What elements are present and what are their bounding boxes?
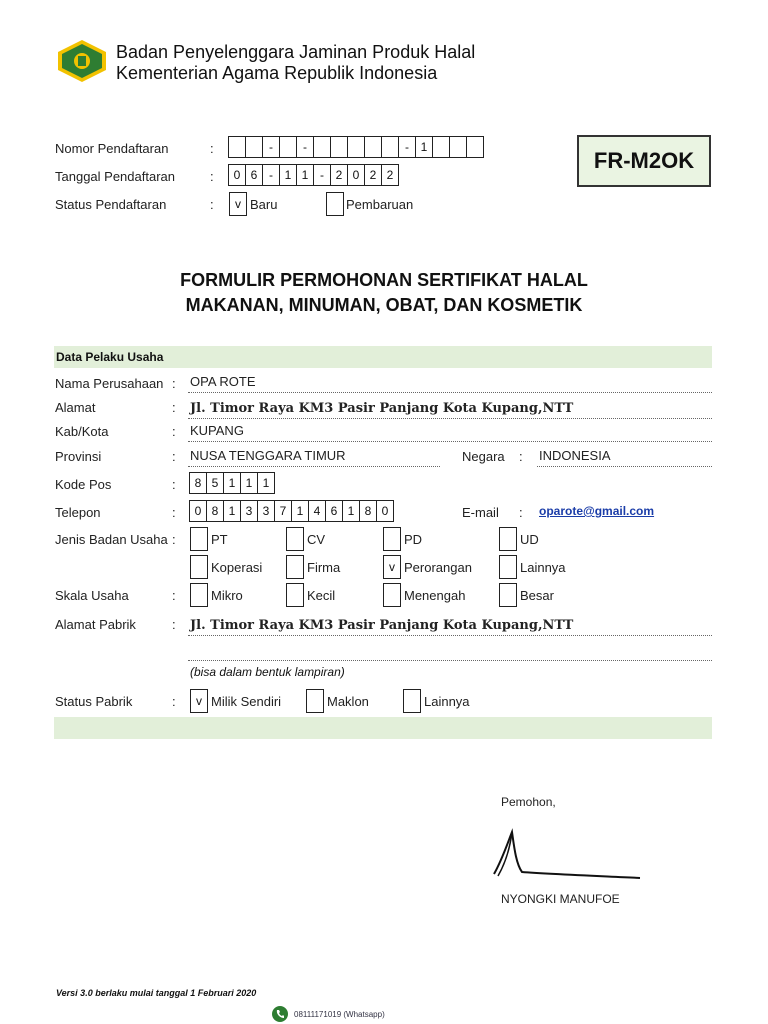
nama-perusahaan-label: Nama Perusahaan	[55, 376, 164, 391]
kemenag-logo	[56, 38, 108, 84]
jenis-pd-checkbox[interactable]	[383, 527, 401, 551]
kab-kota-value: KUPANG	[190, 423, 244, 438]
nomor-pendaftaran-cell[interactable]	[347, 136, 365, 158]
negara-value: INDONESIA	[539, 448, 611, 463]
whatsapp-number: 08111171019 (Whatsapp)	[294, 1010, 385, 1019]
telepon-cell[interactable]: 7	[274, 500, 292, 522]
kode-pos-cell[interactable]: 1	[240, 472, 258, 494]
nama-perusahaan-field[interactable]	[188, 374, 712, 393]
form-code-box: FR-M2OK	[577, 135, 711, 187]
skala-besar-checkbox[interactable]	[499, 583, 517, 607]
kab-kota-label: Kab/Kota	[55, 424, 109, 439]
provinsi-value: NUSA TENGGARA TIMUR	[190, 448, 346, 463]
telepon-cell[interactable]: 6	[325, 500, 343, 522]
email-label: E-mail	[462, 505, 499, 520]
colon: :	[172, 477, 176, 492]
jenis-perorangan-label: Perorangan	[404, 560, 472, 575]
colon: :	[172, 400, 176, 415]
status-pembaruan-label: Pembaruan	[346, 197, 414, 212]
kode-pos-label: Kode Pos	[55, 477, 112, 492]
status-pabrik-maklon-label: Maklon	[327, 694, 369, 709]
nomor-pendaftaran-cells[interactable]	[229, 136, 484, 158]
telepon-cell[interactable]: 0	[376, 500, 394, 522]
colon: :	[172, 694, 176, 709]
signature-image	[488, 826, 648, 882]
colon: :	[519, 505, 523, 520]
jenis-cv-label: CV	[307, 532, 326, 547]
skala-kecil-label: Kecil	[307, 588, 336, 603]
tanggal-pendaftaran-cell[interactable]: -	[262, 164, 280, 186]
tanggal-pendaftaran-cell[interactable]: 2	[330, 164, 348, 186]
email-link[interactable]: oparote@gmail.com	[539, 504, 655, 518]
form-title-line2: MAKANAN, MINUMAN, OBAT, DAN KOSMETIK	[185, 295, 583, 315]
jenis-pd-label: PD	[404, 532, 423, 547]
alamat-field[interactable]	[188, 400, 712, 419]
status-pendaftaran-label: Status Pendaftaran	[55, 197, 167, 212]
section-title: Data Pelaku Usaha	[56, 350, 164, 364]
skala-kecil-checkbox[interactable]	[286, 583, 304, 607]
kode-pos-cells[interactable]	[190, 472, 275, 494]
nomor-pendaftaran-cell[interactable]	[279, 136, 297, 158]
jenis-pt-checkbox[interactable]	[190, 527, 208, 551]
kode-pos-cell[interactable]: 1	[257, 472, 275, 494]
status-pabrik-milik-sendiri-checkbox[interactable]: v	[190, 689, 208, 713]
tanggal-pendaftaran-cell[interactable]: 6	[245, 164, 263, 186]
telepon-label: Telepon	[55, 505, 101, 520]
kode-pos-cell[interactable]: 8	[189, 472, 207, 494]
skala-usaha-label: Skala Usaha	[55, 588, 129, 603]
jenis-lainnya-checkbox[interactable]	[499, 555, 517, 579]
provinsi-field[interactable]	[188, 448, 440, 467]
colon: :	[172, 505, 176, 520]
colon: :	[210, 197, 214, 212]
header-line1: Badan Penyelenggara Jaminan Produk Halal	[116, 42, 476, 62]
jenis-lainnya-label: Lainnya	[520, 560, 566, 575]
jenis-koperasi-label: Koperasi	[211, 560, 263, 575]
status-pembaruan-checkbox[interactable]	[326, 192, 344, 216]
negara-label: Negara	[462, 449, 505, 464]
tanggal-pendaftaran-cell[interactable]: 2	[364, 164, 382, 186]
nomor-pendaftaran-cell[interactable]	[449, 136, 467, 158]
jenis-koperasi-checkbox[interactable]	[190, 555, 208, 579]
tanggal-pendaftaran-cell[interactable]: 1	[296, 164, 314, 186]
telepon-cell[interactable]: 8	[359, 500, 377, 522]
status-baru-checkbox[interactable]: v	[229, 192, 247, 216]
nomor-pendaftaran-cell[interactable]	[432, 136, 450, 158]
whatsapp-icon	[272, 1006, 288, 1022]
skala-menengah-label: Menengah	[404, 588, 466, 603]
provinsi-label: Provinsi	[55, 449, 102, 464]
telepon-cell[interactable]: 8	[206, 500, 224, 522]
telepon-cell[interactable]: 3	[257, 500, 275, 522]
skala-besar-label: Besar	[520, 588, 554, 603]
alamat-pabrik-field-line2[interactable]	[188, 642, 712, 661]
status-pabrik-lainnya-checkbox[interactable]	[403, 689, 421, 713]
nomor-pendaftaran-cell[interactable]	[364, 136, 382, 158]
colon: :	[172, 376, 176, 391]
colon: :	[210, 169, 214, 184]
header-line2: Kementerian Agama Republik Indonesia	[116, 63, 438, 83]
colon: :	[172, 532, 176, 547]
colon: :	[172, 424, 176, 439]
status-pabrik-milik-sendiri-label: Milik Sendiri	[211, 694, 282, 709]
nomor-pendaftaran-cell[interactable]: -	[296, 136, 314, 158]
nomor-pendaftaran-cell[interactable]	[245, 136, 263, 158]
nomor-pendaftaran-label: Nomor Pendaftaran	[55, 141, 169, 156]
tanggal-pendaftaran-cells[interactable]	[229, 164, 399, 186]
nomor-pendaftaran-cell[interactable]	[466, 136, 484, 158]
status-pabrik-lainnya-label: Lainnya	[424, 694, 470, 709]
pemohon-label: Pemohon,	[501, 795, 556, 809]
skala-menengah-checkbox[interactable]	[383, 583, 401, 607]
skala-mikro-checkbox[interactable]	[190, 583, 208, 607]
jenis-firma-label: Firma	[307, 560, 341, 575]
jenis-cv-checkbox[interactable]	[286, 527, 304, 551]
form-title-line1: FORMULIR PERMOHONAN SERTIFIKAT HALAL	[180, 270, 588, 290]
jenis-pt-label: PT	[211, 532, 228, 547]
colon: :	[172, 588, 176, 603]
jenis-ud-checkbox[interactable]	[499, 527, 517, 551]
tanggal-pendaftaran-cell[interactable]: 1	[279, 164, 297, 186]
version-note: Versi 3.0 berlaku mulai tanggal 1 Februari 2020	[56, 988, 257, 998]
alamat-value: Jl. Timor Raya KM3 Pasir Panjang Kota Kupang,NTT	[190, 401, 574, 416]
status-pabrik-maklon-checkbox[interactable]	[306, 689, 324, 713]
status-baru-label: Baru	[250, 197, 278, 212]
jenis-perorangan-checkbox[interactable]: v	[383, 555, 401, 579]
tanggal-pendaftaran-cell[interactable]: 0	[228, 164, 246, 186]
alamat-pabrik-field[interactable]	[188, 617, 712, 636]
telepon-cells[interactable]	[190, 500, 394, 522]
kode-pos-cell[interactable]: 1	[223, 472, 241, 494]
nomor-pendaftaran-cell[interactable]: 1	[415, 136, 433, 158]
telepon-cell[interactable]: 1	[342, 500, 360, 522]
nomor-pendaftaran-cell[interactable]: -	[262, 136, 280, 158]
jenis-firma-checkbox[interactable]	[286, 555, 304, 579]
telepon-cell[interactable]: 1	[223, 500, 241, 522]
colon: :	[172, 449, 176, 464]
nomor-pendaftaran-cell[interactable]	[330, 136, 348, 158]
nomor-pendaftaran-cell[interactable]	[313, 136, 331, 158]
telepon-cell[interactable]: 1	[291, 500, 309, 522]
telepon-cell[interactable]: 0	[189, 500, 207, 522]
colon: :	[519, 449, 523, 464]
signer-name: NYONGKI MANUFOE	[501, 892, 620, 906]
nomor-pendaftaran-cell[interactable]	[228, 136, 246, 158]
nomor-pendaftaran-cell[interactable]	[381, 136, 399, 158]
kode-pos-cell[interactable]: 5	[206, 472, 224, 494]
tanggal-pendaftaran-cell[interactable]: 2	[381, 164, 399, 186]
telepon-cell[interactable]: 4	[308, 500, 326, 522]
tanggal-pendaftaran-cell[interactable]: -	[313, 164, 331, 186]
nomor-pendaftaran-cell[interactable]: -	[398, 136, 416, 158]
alamat-label: Alamat	[55, 400, 96, 415]
telepon-cell[interactable]: 3	[240, 500, 258, 522]
skala-mikro-label: Mikro	[211, 588, 243, 603]
tanggal-pendaftaran-label: Tanggal Pendaftaran	[55, 169, 175, 184]
kab-kota-field[interactable]	[188, 423, 712, 442]
jenis-ud-label: UD	[520, 532, 539, 547]
alamat-pabrik-value: Jl. Timor Raya KM3 Pasir Panjang Kota Kupang,NTT	[190, 618, 574, 633]
negara-field[interactable]	[537, 448, 712, 467]
alamat-pabrik-note: (bisa dalam bentuk lampiran)	[190, 665, 345, 679]
status-pabrik-label: Status Pabrik	[55, 694, 133, 709]
section-footer-band	[54, 717, 712, 739]
colon: :	[172, 617, 176, 632]
colon: :	[210, 141, 214, 156]
jenis-badan-usaha-label: Jenis Badan Usaha	[55, 532, 168, 547]
tanggal-pendaftaran-cell[interactable]: 0	[347, 164, 365, 186]
nama-perusahaan-value: OPA ROTE	[190, 374, 256, 389]
alamat-pabrik-label: Alamat Pabrik	[55, 617, 136, 632]
